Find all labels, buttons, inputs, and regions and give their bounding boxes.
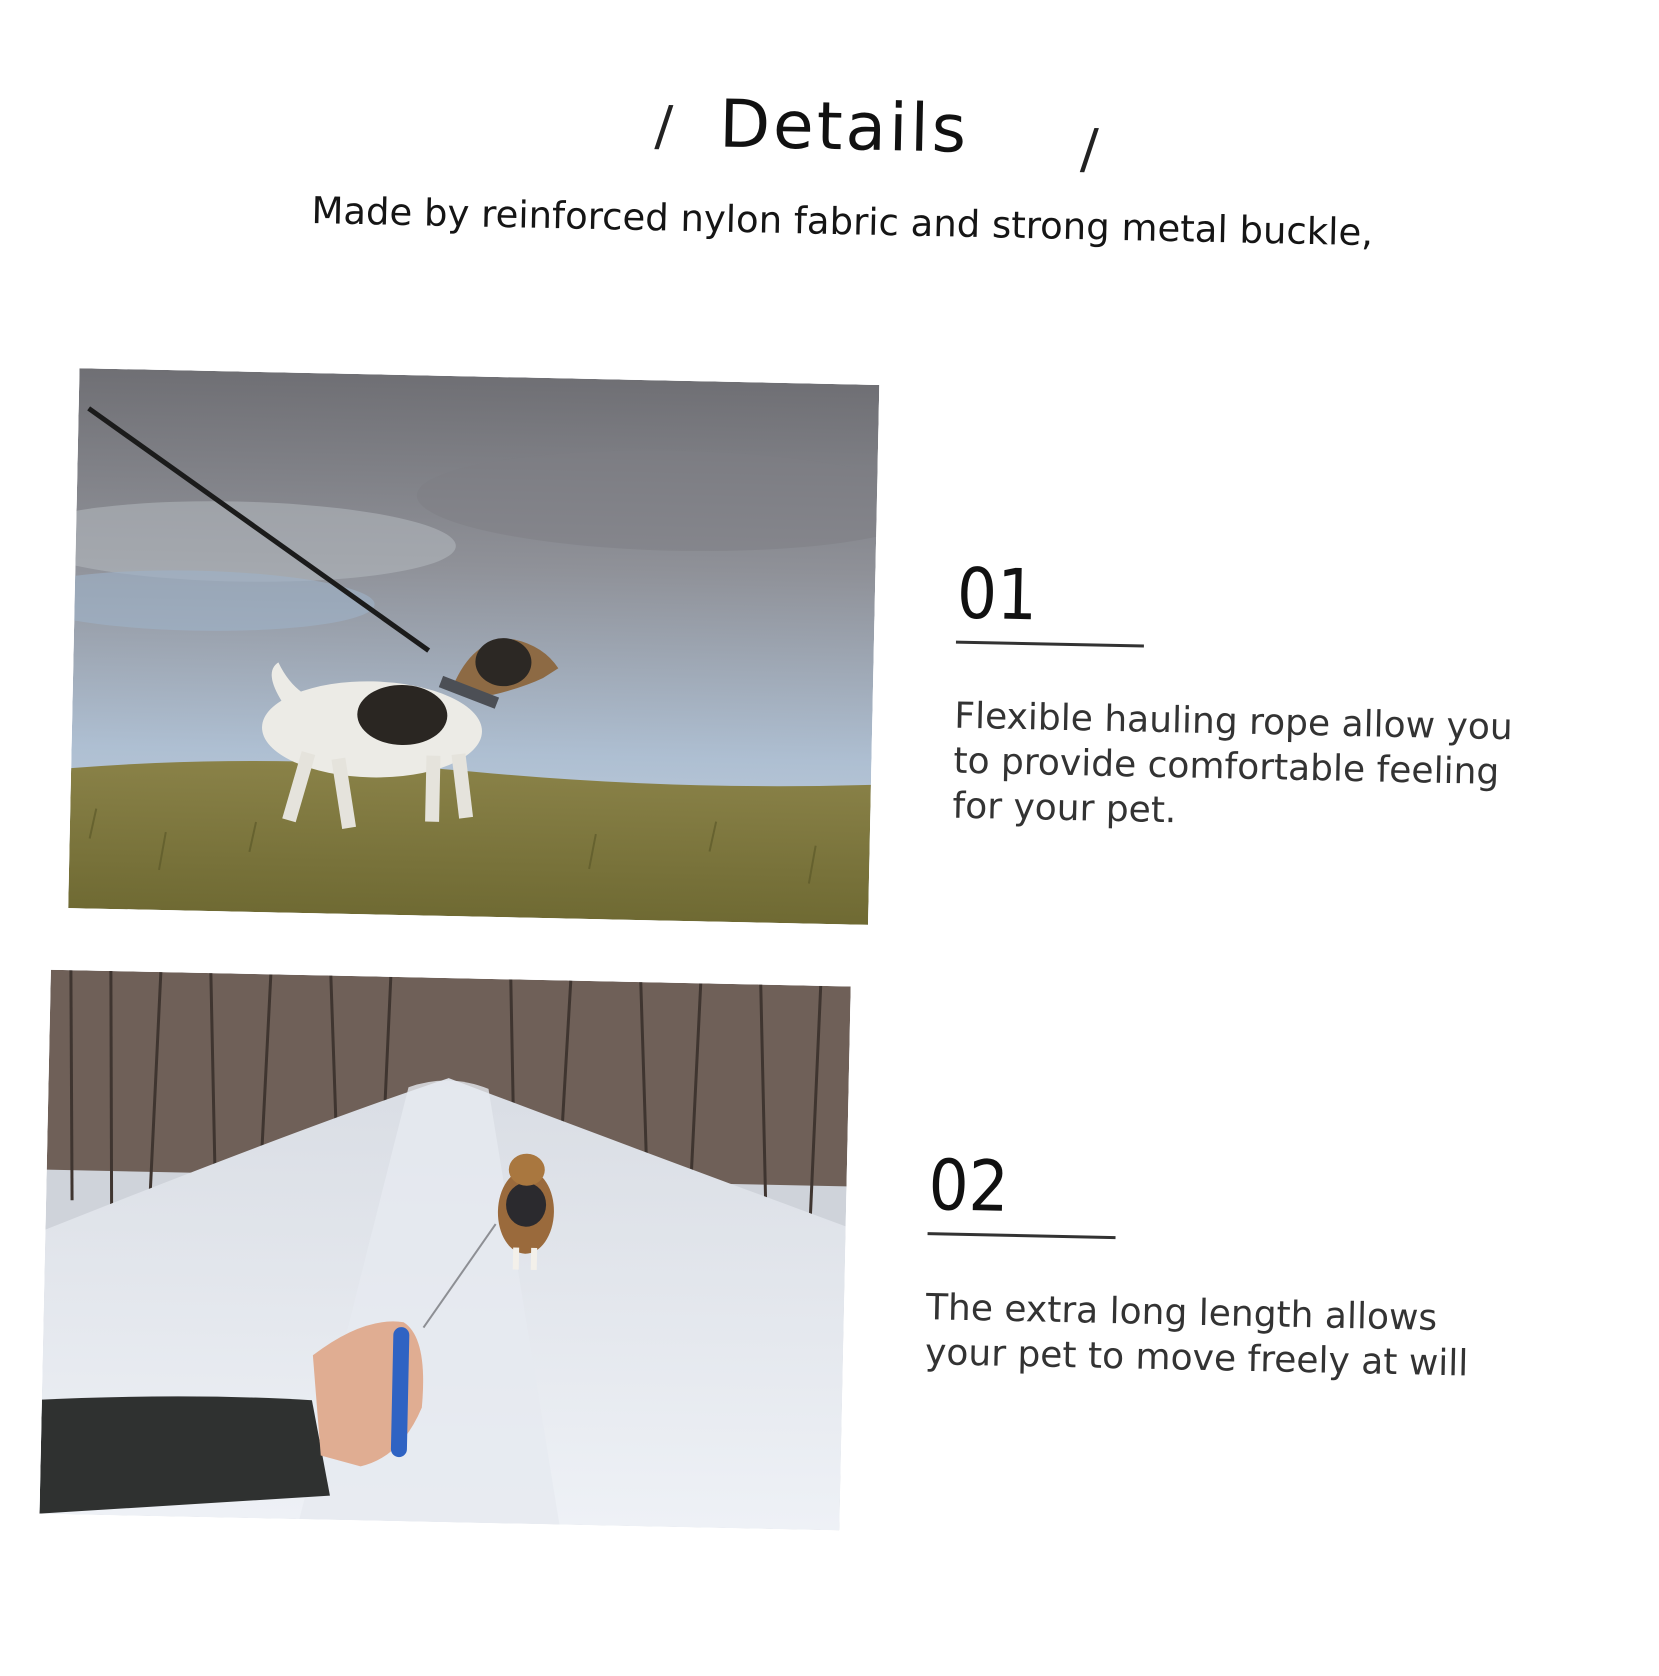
- feature-number: 01: [956, 552, 1038, 637]
- beagle-snow-walk-photo: [39, 970, 850, 1531]
- feature-divider: [928, 1232, 1116, 1239]
- beagle-photo-illustration: [39, 970, 850, 1531]
- feature-divider: [956, 641, 1144, 648]
- title-wrap: [14, 71, 1659, 183]
- title-slash-right: /: [1079, 117, 1100, 181]
- feature-number: 02: [927, 1144, 1010, 1228]
- page-title: Details: [718, 85, 970, 168]
- feature-description: The extra long length allows your pet to move freely at will: [924, 1287, 1469, 1385]
- terrier-on-leash-photo: [68, 368, 879, 925]
- terrier-photo-illustration: [68, 368, 879, 925]
- page-subtitle: Made by reinforced nylon fabric and strong metal buckle,: [311, 189, 1374, 255]
- title-slash-left: /: [654, 94, 674, 158]
- feature-description: Flexible hauling rope allow you to provide comfortable feeling for your pet.: [952, 695, 1514, 832]
- feature-01: [952, 552, 1598, 842]
- feature-02: [924, 1144, 1570, 1388]
